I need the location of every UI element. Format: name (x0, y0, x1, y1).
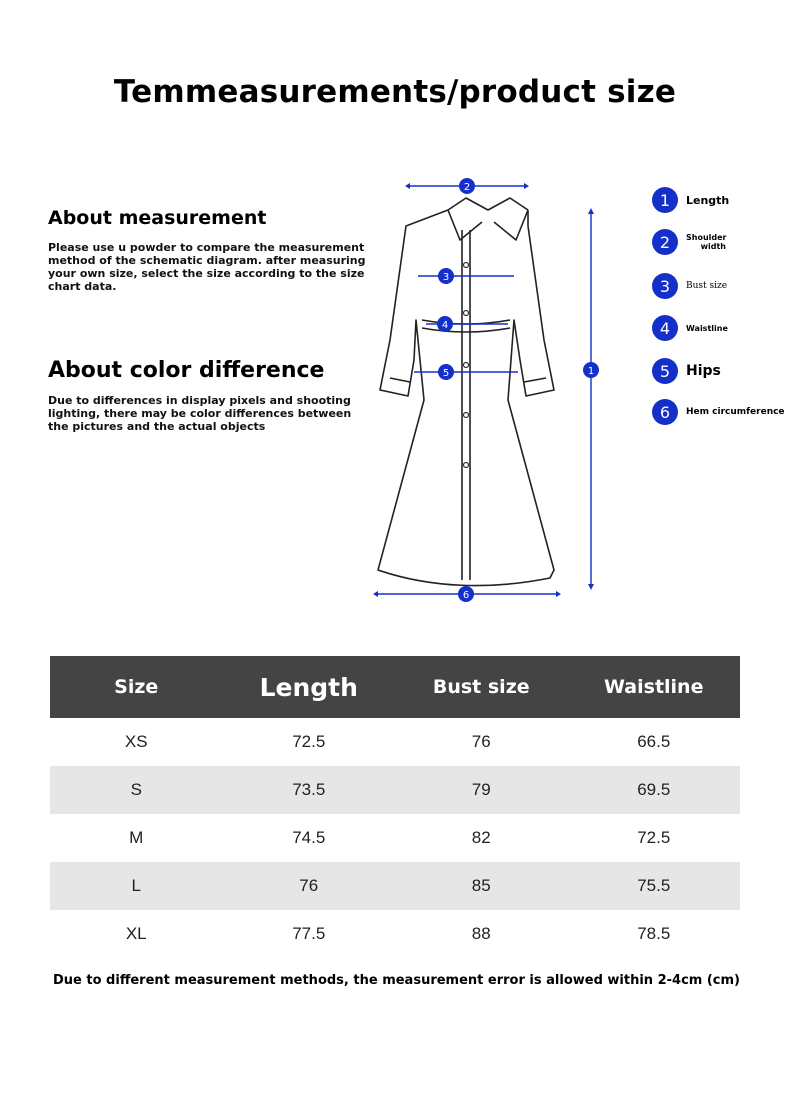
diagram-label-3: 3 (442, 272, 450, 283)
measurement-footnote: Due to different measurement methods, the measurement error is allowed within 2-4cm (cm) (53, 973, 740, 988)
legend-item-length (652, 187, 729, 213)
diagram-label-6: 6 (462, 590, 470, 601)
legend-number: 4 (652, 315, 678, 341)
table-header-row (50, 656, 740, 718)
legend-number: 2 (652, 229, 678, 255)
table-cell: 66.5 (637, 732, 671, 751)
table-cell: 74.5 (292, 828, 326, 847)
about-color-text: Due to differences in display pixels and shooting lighting, there may be color differences between the pictures and the actual objects (48, 394, 352, 433)
table-cell: XL (125, 924, 147, 943)
legend-item-waistline (652, 315, 728, 341)
table-cell: S (50, 766, 223, 814)
diagram-label-5: 5 (442, 368, 450, 379)
about-color-heading: About color difference (48, 358, 325, 383)
legend-label: Waistline (686, 323, 728, 333)
legend-label: Bust size (686, 281, 728, 291)
table-cell: 72.5 (637, 828, 671, 847)
table-cell: 85 (395, 862, 568, 910)
legend-item-hips (652, 358, 721, 384)
diagram-label-2: 2 (463, 182, 471, 193)
dress-outline-svg (370, 170, 610, 610)
table-cell: 76 (471, 732, 491, 751)
diagram-label-1: 1 (587, 366, 595, 377)
size-chart-table (50, 656, 740, 958)
about-measurement-heading: About measurement (48, 207, 267, 229)
table-row (50, 718, 740, 766)
table-cell: 79 (395, 766, 568, 814)
legend-item-hem-circumference (652, 399, 785, 425)
legend-item-bust-size (652, 273, 727, 299)
about-measurement-text: Please use u powder to compare the measurement method of the schematic diagram. after measuring your own size, select the size according to the size chart data. (48, 241, 366, 293)
table-row (50, 910, 740, 958)
table-cell: 78.5 (637, 924, 671, 943)
legend-number: 3 (652, 273, 678, 299)
table-header-waist: Waistline (568, 656, 741, 718)
legend-label: Shoulder width (686, 233, 727, 251)
table-header-bust: Bust size (395, 656, 568, 718)
legend-number: 1 (652, 187, 678, 213)
legend-number: 5 (652, 358, 678, 384)
legend-label: Hem circumference (686, 407, 785, 417)
table-cell: 73.5 (223, 766, 396, 814)
table-cell: M (129, 828, 144, 847)
table-row (50, 814, 740, 862)
table-cell: 69.5 (568, 766, 741, 814)
legend-label: Hips (686, 363, 721, 379)
table-cell: L (50, 862, 223, 910)
diagram-label-4: 4 (441, 320, 449, 331)
table-row (50, 862, 740, 910)
table-row (50, 766, 740, 814)
table-cell: 72.5 (292, 732, 326, 751)
legend-label: Length (686, 193, 730, 207)
table-cell: 82 (471, 828, 491, 847)
table-cell: 88 (471, 924, 491, 943)
table-cell: 77.5 (292, 924, 326, 943)
dress-diagram (370, 170, 610, 610)
table-cell: XS (124, 732, 148, 751)
legend-number: 6 (652, 399, 678, 425)
page-title: Temmeasurements/product size (113, 74, 677, 110)
table-cell: 75.5 (568, 862, 741, 910)
table-cell: 76 (223, 862, 396, 910)
table-header-size: Size (50, 656, 223, 718)
legend-item-shoulder-width (652, 229, 726, 255)
table-header-length: Length (223, 656, 396, 718)
